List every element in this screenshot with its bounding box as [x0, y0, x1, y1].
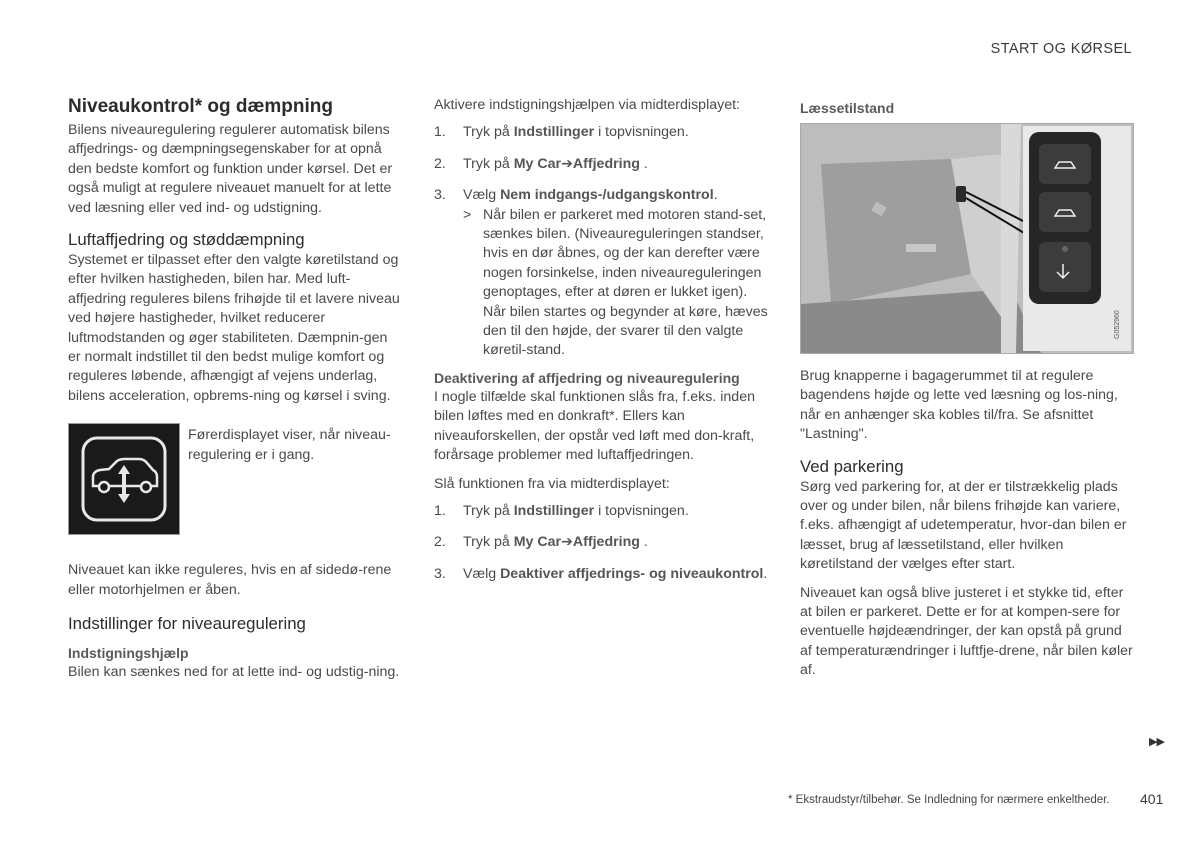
paragraph-sidedoor: Niveauet kan ikke reguleres, hvis en af sidedø-rene eller motorhjelmen er åben. — [68, 562, 392, 598]
result-note: > Når bilen er parkeret med motoren stand-set, sænkes bilen. (Niveaureguleringen standser, hvis en dør åbnes, og der kan derefter være nogen forsinkelse, inden niveaureguleringen genoptages, efter at døren er lukket igen). Når bilen startes og begynder at køre, hæves den til den højde, der svarer til den valgte køretil-stand. — [463, 206, 768, 359]
menu-path-mycar: My Car — [513, 155, 562, 172]
list-item: 3. Vælg Deaktiver affjedrings- og niveaukontrol. — [434, 565, 768, 582]
menu-path-affjedring: Affjedring — [572, 155, 640, 172]
paragraph-parkering-1: Sørg ved parkering for, at der er tilstrækkelig plads over og under bilen, når bilens frihøjde kan variere, f.eks. afhængigt af udetemperatur, hvor-dan bilen er læsset, brug af læssetilstand, eller hvilken køretilstand der vælges efter start. — [800, 478, 1127, 573]
list-item: 1. Tryk på Indstillinger i topvisningen. — [434, 502, 689, 519]
section-header: START OG KØRSEL — [990, 41, 1132, 57]
paragraph-indstigning: Bilen kan sænkes ned for at lette ind- og udstig-ning. — [68, 664, 400, 681]
icon-figure — [68, 423, 402, 535]
footnote: * Ekstraudstyr/tilbehør. Se Indledning for nærmere enkeltheder. — [788, 794, 1110, 806]
paragraph-deaktivering: I nogle tilfælde skal funktionen slås fra, f.eks. inden bilen løftes med en donkraft*. Ellers kan niveauforskellen, der opstår ved løft med don-kraft, forårsage problemer med luftaffjedringen. — [434, 388, 755, 464]
list-item: 2. Tryk på My Car➔Affjedring . — [434, 155, 648, 172]
subheading-laessetilstand: Læssetilstand — [800, 100, 895, 116]
list-item: 3. Vælg Nem indgangs-/udgangskontrol. — [434, 187, 718, 204]
heading-ved-parkering: Ved parkering — [800, 456, 904, 476]
paragraph-slaa-fra: Slå funktionen fra via midterdisplayet: — [434, 475, 670, 492]
subheading-indstigningshjaelp: Indstigningshjælp — [68, 645, 189, 662]
column-2 — [434, 96, 768, 584]
steps-deactivate — [434, 502, 768, 584]
icon-caption: Førerdisplayet viser, når niveau-regulering er i gang. — [188, 427, 391, 463]
column-1 — [68, 95, 402, 683]
arrow-right-icon: ➔ — [561, 155, 573, 172]
intro-activate: Aktivere indstigningshjælpen via midterdisplayet: — [434, 97, 740, 113]
arrow-right-icon: ➔ — [561, 534, 573, 551]
image-code: G052960 — [1114, 310, 1121, 339]
menu-path-settings: Indstillinger — [513, 502, 595, 519]
menu-path-easy-entry: Nem indgangs-/udgangskontrol — [500, 187, 714, 204]
cargo-area-photo — [800, 123, 1134, 354]
menu-path-affjedring: Affjedring — [572, 534, 640, 551]
page-number: 401 — [1140, 791, 1164, 807]
list-item: 1. Tryk på Indstillinger i topvisningen. — [434, 124, 689, 141]
paragraph-luftaffjedring: Systemet er tilpasset efter den valgte køretilstand og efter hvilken hastigheden, bilen har. Med luft-affjedring reguleres bilens frihøjde til et lavere niveau ved højere hastigheder, hvilket reducerer luftmodstanden og øger stabiliteten. Dæmpnin-gen er normalt indstillet til den bedst mulige komfort og reguleres løbende, afhængigt af vejens underlag, bilens acceleration, opbrems-ning og kørsel i sving. — [68, 252, 400, 404]
level-control-display-icon — [68, 423, 180, 535]
steps-activate — [434, 123, 768, 205]
paragraph-parkering-2: Niveauet kan også blive justeret i et stykke tid, efter at bilen er parkeret. Dette er for at kompen-sere for eventuelle højdeændringer, der kan opstå på grund af temperaturændringer i luftfje-drene, når bilen køler af. — [800, 584, 1133, 679]
list-item: 2. Tryk på My Car➔Affjedring . — [434, 534, 648, 551]
page-title: Niveaukontrol* og dæmpning — [68, 96, 333, 117]
subheading-deaktivering: Deaktivering af affjedring og niveauregulering — [434, 369, 740, 386]
heading-indstillinger: Indstillinger for niveauregulering — [68, 614, 306, 634]
menu-path-mycar: My Car — [513, 534, 562, 551]
column-3 — [800, 98, 1134, 681]
menu-path-disable: Deaktiver affjedrings- og niveaukontrol — [500, 565, 764, 582]
double-triangle-right-icon: ▶▶ — [1149, 736, 1164, 748]
paragraph-laessetilstand: Brug knapperne i bagagerummet til at regulere bagendens højde og lette ved læsning og los-ning, når en anhænger ska kobles til/fra. Se afsnittet "Lastning". — [800, 368, 1118, 443]
intro-paragraph: Bilens niveauregulering regulerer automatisk bilens affjedrings- og dæmpningsegenskaber for at opnå den bedste komfort og funktion under kørsel. Det er også muligt at regulere niveauet manuelt for at lette ved læsning eller ved ind- og udstigning. — [68, 122, 393, 216]
menu-path-settings: Indstillinger — [513, 124, 595, 141]
heading-luftaffjedring: Luftaffjedring og støddæmpning — [68, 230, 305, 250]
